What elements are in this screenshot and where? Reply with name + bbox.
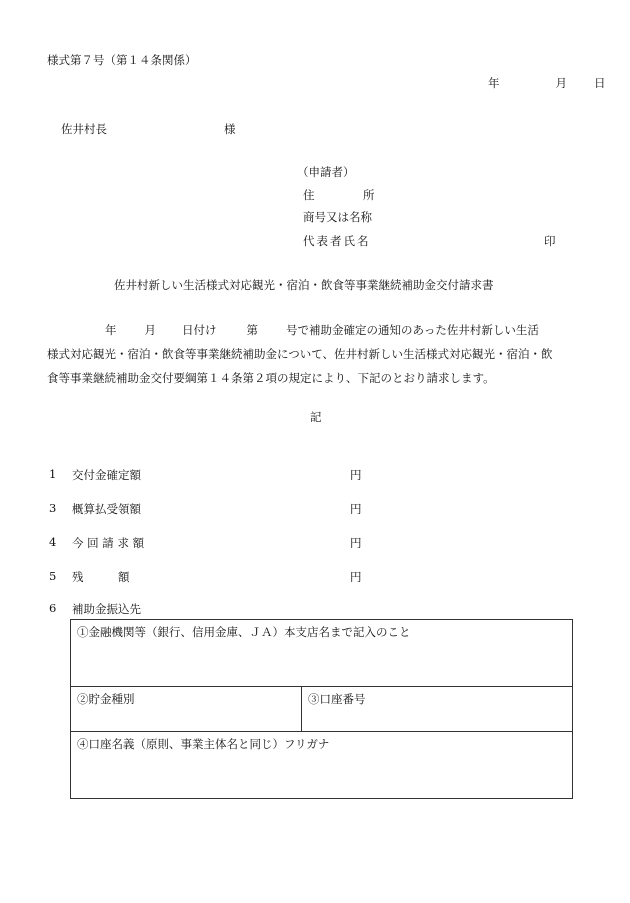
financial-institution-field[interactable] [71,620,573,687]
body-paragraph [47,318,587,390]
form-number: 様式第７号（第１４条関係） [47,53,197,67]
deposit-type-label: ②貯金種別 [77,692,135,706]
body-month: 月 [144,323,156,337]
applicant-header: （申請者） [297,165,355,179]
item-label-confirmed-amount: 交付金確定額 [72,468,141,482]
ki-heading: 記 [310,410,322,424]
body-line-3: 食等事業継続補助金交付要綱第１４条第２項の規定により、下記のとおり請求します。 [47,371,495,385]
item-label-advance-received: 概算払受領額 [72,502,141,516]
body-line-2: 様式対応観光・宿泊・飲食等事業継続補助金について、佐井村新しい生活様式対応観光・宿泊・飲 [47,347,553,361]
item-label-current-request: 今 回 請 求 額 [72,536,145,550]
account-name-label: ④口座名義（原則、事業主体名と同じ）フリガナ [77,737,330,751]
representative-label: 代表者氏名 [303,234,371,248]
body-year: 年 [105,323,117,337]
account-number-field[interactable] [302,687,573,732]
item-number: 1 [49,467,57,481]
date-day: 日 [594,76,606,90]
addressee-name: 佐井村長 [61,122,107,136]
item-number: 3 [49,501,57,515]
date-month: 月 [555,76,567,90]
date-year: 年 [488,76,500,90]
date-line [488,75,606,91]
body-dated: 日付け [182,323,217,337]
document-title: 佐井村新しい生活様式対応観光・宿泊・飲食等事業継続補助金交付請求書 [114,278,494,292]
item-number: 5 [49,569,57,583]
bank-section-label: 補助金振込先 [72,602,141,616]
account-name-field[interactable] [71,732,573,799]
item-unit: 円 [350,468,362,482]
body-line-1-rest: 号で補助金確定の通知のあった佐井村新しい生活 [286,323,539,337]
deposit-type-field[interactable] [71,687,302,732]
seal-mark: 印 [544,234,556,248]
bank-section-number: 6 [49,601,57,615]
financial-institution-label: ①金融機関等（銀行、信用金庫、ＪＡ）本支店名まで記入のこと [77,625,411,639]
body-number-prefix: 第 [246,323,258,337]
bank-transfer-table [70,619,573,799]
body-line-1 [47,318,587,342]
item-unit: 円 [350,502,362,516]
shop-name-label: 商号又は名称 [303,210,372,224]
item-number: 4 [49,535,57,549]
address-label-1: 住 [303,188,315,202]
addressee-honorific: 様 [224,122,236,136]
item-unit: 円 [350,570,362,584]
account-number-label: ③口座番号 [308,692,366,706]
item-label-balance: 残 額 [72,570,130,584]
item-unit: 円 [350,536,362,550]
address-label-2: 所 [363,188,375,202]
